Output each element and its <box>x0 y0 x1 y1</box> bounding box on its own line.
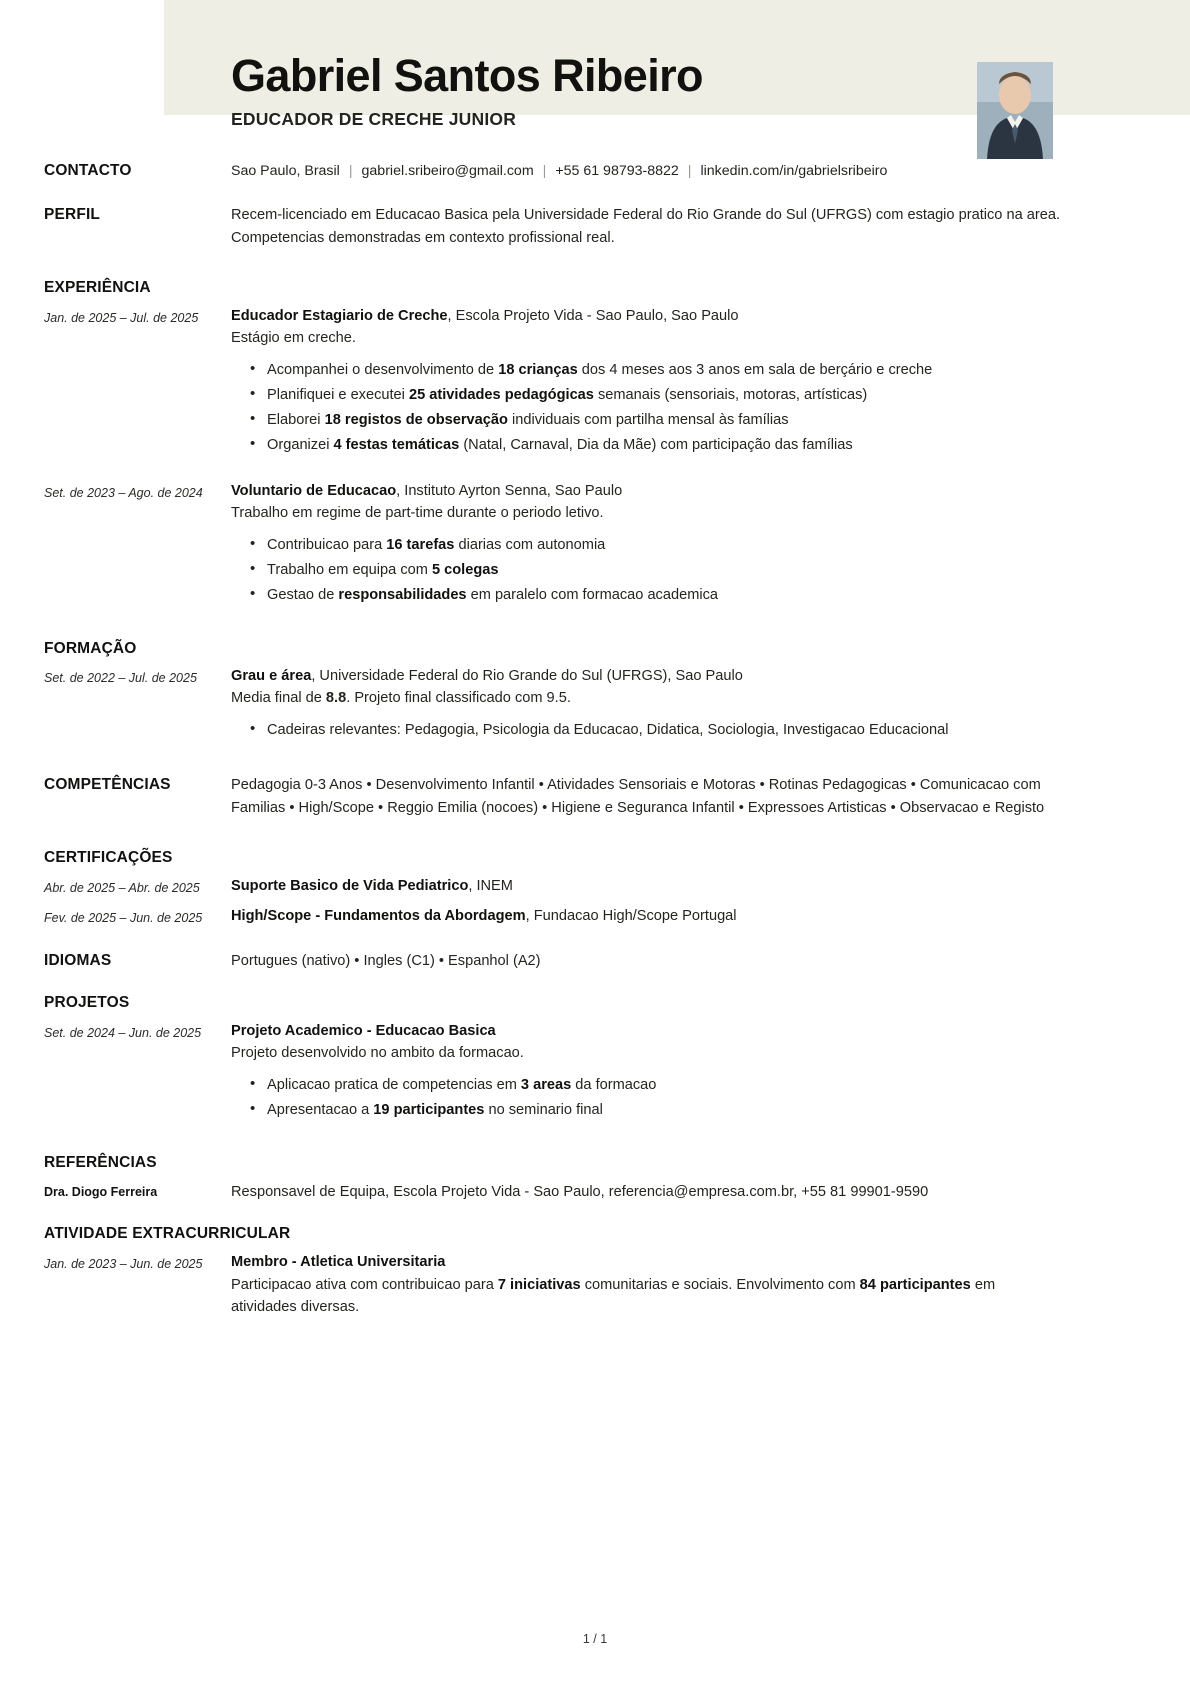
languages-body <box>231 950 1064 973</box>
list-item <box>267 719 1064 741</box>
education-dates-col <box>44 666 231 687</box>
project-content <box>231 1021 1064 1124</box>
contact-label-col <box>44 160 231 181</box>
bullet-bold: 3 areas <box>520 1076 572 1093</box>
section-extracurricular-title <box>0 1225 1190 1244</box>
desc-pre: Participacao ativa com contribuicao para <box>231 1276 498 1293</box>
certification-title: Suporte Basico de Vida Pediatrico <box>231 877 469 894</box>
education-degree: Grau e área <box>231 668 312 685</box>
section-projects-title <box>0 994 1190 1013</box>
list-item <box>267 1099 1064 1121</box>
section-education-title <box>0 640 1190 659</box>
job-title: EDUCADOR DE CRECHE JUNIOR <box>231 108 517 129</box>
experience-dates: Jan. de 2025 – Jul. de 2025 <box>44 310 199 325</box>
reference-entry <box>0 1181 1190 1204</box>
section-profile <box>0 204 1190 249</box>
education-entry <box>0 666 1190 744</box>
projects-label-col <box>44 994 231 1013</box>
references-label: REFERÊNCIAS <box>44 1154 157 1172</box>
contact-line <box>231 160 1064 182</box>
education-label-col <box>44 640 231 659</box>
list-item <box>267 409 1064 431</box>
profile-label: PERFIL <box>44 206 101 223</box>
languages-label-col <box>44 950 231 971</box>
desc-post: em atividades diversas. <box>231 1276 996 1316</box>
project-title: Projeto Academico - Educacao Basica <box>231 1022 496 1039</box>
education-content <box>231 666 1064 744</box>
header-text-block <box>231 52 703 130</box>
project-bullet-list <box>231 1074 1064 1121</box>
experience-label: EXPERIÊNCIA <box>44 279 151 297</box>
experience-role: Educador Estagiario de Creche <box>231 307 448 324</box>
bullet-pre: Organizei <box>267 437 334 454</box>
extracurricular-heading <box>231 1252 1064 1274</box>
section-contact <box>0 160 1190 182</box>
section-references-title <box>0 1154 1190 1173</box>
reference-name: Dra. Diogo Ferreira <box>44 1184 158 1199</box>
list-item <box>267 584 1064 606</box>
bullet-bold: 18 crianças <box>498 361 578 378</box>
bullet-bold: 16 tarefas <box>386 537 455 554</box>
bullet-pre: Acompanhei o desenvolvimento de <box>267 361 499 378</box>
bullet-pre: Trabalho em equipa com <box>267 562 432 579</box>
experience-content <box>231 481 1064 609</box>
education-heading <box>231 666 1064 688</box>
bullet-pre: Aplicacao pratica de competencias em <box>267 1076 521 1093</box>
certification-dates-col <box>44 876 231 897</box>
page-indicator: 1 / 1 <box>582 1632 608 1646</box>
contact-location: Sao Paulo, Brasil <box>231 163 340 179</box>
certifications-label-col <box>44 849 231 868</box>
experience-bullet-list <box>231 359 1064 457</box>
list-item <box>267 359 1064 381</box>
education-label: FORMAÇÃO <box>44 639 137 657</box>
extracurricular-entry <box>0 1252 1190 1319</box>
project-heading <box>231 1021 1064 1043</box>
contact-separator-1: | <box>348 163 353 179</box>
reference-content <box>231 1181 1064 1204</box>
references-label-col <box>44 1154 231 1173</box>
bullet-post: (Natal, Carnaval, Dia da Mãe) com participação das famílias <box>459 437 853 454</box>
project-dates-col <box>44 1021 231 1042</box>
list-item <box>267 434 1064 456</box>
list-item <box>267 384 1064 406</box>
contact-separator-2: | <box>542 163 547 179</box>
profile-body <box>231 204 1064 249</box>
education-summary <box>231 688 1064 710</box>
bullet-pre: Apresentacao a <box>267 1101 374 1118</box>
experience-dates: Set. de 2023 – Ago. de 2024 <box>44 486 203 501</box>
education-dates: Set. de 2022 – Jul. de 2025 <box>44 671 197 686</box>
bullet-bold: 4 festas temáticas <box>333 437 460 454</box>
contact-email[interactable]: gabriel.sribeiro@gmail.com <box>361 163 534 179</box>
certification-entry <box>0 906 1190 928</box>
experience-summary: Trabalho em regime de part-time durante o periodo letivo. <box>231 505 604 522</box>
project-entry <box>0 1021 1190 1124</box>
experience-entry <box>0 306 1190 459</box>
desc-bold-participants: 84 participantes <box>859 1276 971 1293</box>
certification-content <box>231 876 1064 898</box>
extracurricular-title: Membro - Atletica Universitaria <box>231 1253 446 1270</box>
experience-bullet-list <box>231 534 1064 607</box>
bullet-post: da formacao <box>571 1076 657 1093</box>
education-bullet-list <box>231 719 1064 741</box>
bullet-pre: Planifiquei e executei <box>267 386 409 403</box>
certification-title: High/Scope - Fundamentos da Abordagem <box>231 907 526 924</box>
certification-issuer: , INEM <box>468 877 513 894</box>
experience-content <box>231 306 1064 459</box>
profile-label-col <box>44 204 231 225</box>
bullet-post: em paralelo com formacao academica <box>466 587 719 604</box>
bullet-bold: 5 colegas <box>431 562 499 579</box>
bullet-pre: Cadeiras relevantes: Pedagogia, Psicologia da Educacao, Didatica, Sociologia, Investigacao Educacional <box>267 721 949 738</box>
profile-text: Recem-licenciado em Educacao Basica pela Universidade Federal do Rio Grande do Sul (UFRGS) com estagio pratico na area. Competencias demonstradas em contexto profissional real. <box>231 207 1061 246</box>
extracurricular-description <box>231 1274 1064 1319</box>
bullet-post: diarias com autonomia <box>454 537 606 554</box>
education-school: , Universidade Federal do Rio Grande do Sul (UFRGS), Sao Paulo <box>311 668 743 685</box>
list-item <box>267 534 1064 556</box>
bullet-post: individuais com partilha mensal às famílias <box>507 411 789 428</box>
education-summary-post: . Projeto final classificado com 9.5. <box>346 690 571 707</box>
certification-heading <box>231 876 1064 898</box>
contact-values <box>231 160 1064 182</box>
experience-heading <box>231 481 1064 503</box>
contact-phone[interactable]: +55 61 98793-8822 <box>555 163 679 179</box>
certification-dates: Fev. de 2025 – Jun. de 2025 <box>44 910 203 925</box>
list-item <box>267 559 1064 581</box>
experience-dates-col <box>44 481 231 502</box>
bullet-post: semanais (sensoriais, motoras, artísticas) <box>593 386 868 403</box>
profile-photo-icon <box>977 62 1053 159</box>
section-languages <box>0 950 1190 973</box>
certification-content <box>231 906 1064 928</box>
languages-text: Portugues (nativo) • Ingles (C1) • Espanhol (A2) <box>231 952 541 969</box>
desc-bold-initiatives: 7 iniciativas <box>497 1276 581 1293</box>
page-title: Gabriel Santos Ribeiro <box>231 50 703 101</box>
projects-label: PROJETOS <box>44 994 130 1012</box>
certification-heading <box>231 906 1064 928</box>
reference-name-col <box>44 1181 231 1201</box>
experience-heading <box>231 306 1064 328</box>
experience-label-col <box>44 279 231 298</box>
bullet-pre: Elaborei <box>267 411 325 428</box>
section-experience-title <box>0 279 1190 298</box>
bullet-post: dos 4 meses aos 3 anos em sala de berçário e creche <box>577 361 933 378</box>
bullet-pre: Contribuicao para <box>267 537 387 554</box>
education-grade: 8.8 <box>325 690 347 707</box>
certification-issuer: , Fundacao High/Scope Portugal <box>525 907 737 924</box>
extracurricular-label: ATIVIDADE EXTRACURRICULAR <box>44 1225 291 1243</box>
project-dates: Set. de 2024 – Jun. de 2025 <box>44 1025 202 1040</box>
extracurricular-dates: Jan. de 2023 – Jun. de 2025 <box>44 1256 203 1271</box>
certifications-label: CERTIFICAÇÕES <box>44 849 173 867</box>
certification-entry <box>0 876 1190 898</box>
experience-summary: Estágio em creche. <box>231 329 356 346</box>
experience-dates-col <box>44 306 231 327</box>
skills-text: Pedagogia 0-3 Anos • Desenvolvimento Infantil • Atividades Sensoriais e Motoras • Rotinas Pedagogicas • Comunicacao com Familias • High/Scope • Reggio Emilia (nocoes) • Higiene e Seguranca Infantil • Expressoes Artisticas • Observacao e Registo <box>231 777 1045 816</box>
bullet-bold: responsabilidades <box>338 587 467 604</box>
extracurricular-dates-col <box>44 1252 231 1273</box>
bullet-post: no seminario final <box>484 1101 603 1118</box>
bullet-pre: Gestao de <box>267 587 339 604</box>
experience-company: , Escola Projeto Vida - Sao Paulo, Sao Paulo <box>447 307 739 324</box>
languages-label: IDIOMAS <box>44 951 112 969</box>
certification-dates: Abr. de 2025 – Abr. de 2025 <box>44 880 200 895</box>
contact-separator-3: | <box>687 163 692 179</box>
skills-label-col <box>44 774 231 795</box>
experience-role: Voluntario de Educacao <box>231 483 397 500</box>
contact-linkedin[interactable]: linkedin.com/in/gabrielsribeiro <box>700 163 888 179</box>
bullet-bold: 25 atividades pedagógicas <box>408 386 594 403</box>
extracurricular-content <box>231 1252 1064 1319</box>
contact-label: CONTACTO <box>44 162 132 179</box>
extracurricular-label-col <box>44 1225 304 1244</box>
experience-company: , Instituto Ayrton Senna, Sao Paulo <box>396 483 623 500</box>
section-skills <box>0 774 1190 819</box>
experience-entry <box>0 481 1190 609</box>
reference-details: Responsavel de Equipa, Escola Projeto Vida - Sao Paulo, referencia@empresa.com.br, +55 81 99901-9590 <box>231 1183 929 1200</box>
education-summary-pre: Media final de <box>231 690 326 707</box>
skills-label: COMPETÊNCIAS <box>44 776 171 794</box>
bullet-bold: 18 registos de observação <box>324 411 508 428</box>
skills-body <box>231 774 1064 819</box>
desc-mid: comunitarias e sociais. Envolvimento com <box>580 1276 860 1293</box>
avatar <box>977 62 1053 159</box>
certification-dates-col <box>44 906 231 927</box>
project-summary: Projeto desenvolvido no ambito da formacao. <box>231 1044 524 1061</box>
list-item <box>267 1074 1064 1096</box>
resume-header <box>0 0 1190 160</box>
bullet-bold: 19 participantes <box>373 1101 485 1118</box>
section-certifications-title <box>0 849 1190 868</box>
